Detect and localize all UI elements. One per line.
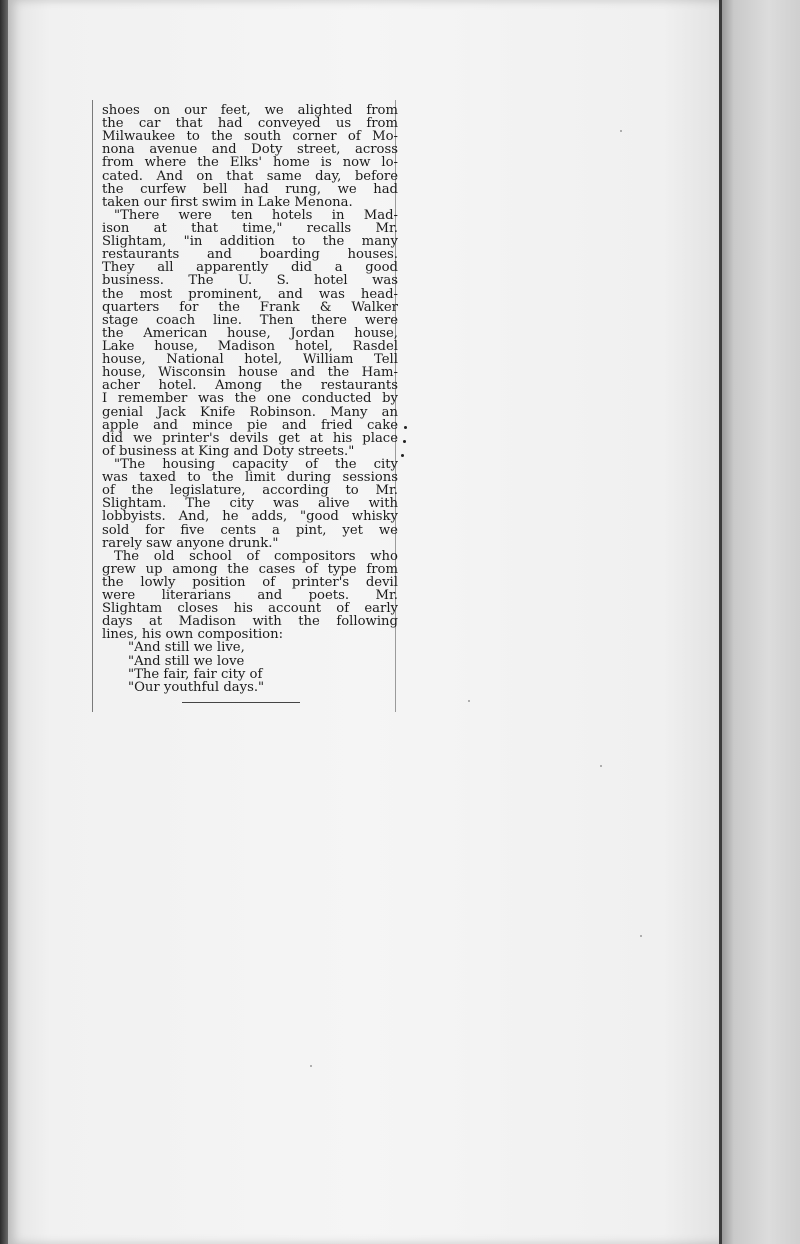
paper-speck bbox=[620, 130, 622, 132]
article-line: The old school of compositors who bbox=[114, 548, 398, 564]
article-line: was taxed to the limit during sessions bbox=[102, 470, 398, 486]
adjacent-page-edge bbox=[722, 0, 800, 1244]
article-line: "There were ten hotels in Mad- bbox=[114, 207, 398, 223]
ink-speck bbox=[403, 440, 406, 443]
article-line: lobbyists. And, he adds, "good whisky bbox=[102, 509, 398, 525]
paper-speck bbox=[310, 1065, 312, 1067]
article-line: grew up among the cases of type from bbox=[102, 561, 398, 577]
poem-line: "Our youthful days." bbox=[128, 679, 265, 695]
paper-speck bbox=[640, 935, 642, 937]
article-line: ison at that time," recalls Mr. bbox=[102, 220, 398, 236]
article-line: They all apparently did a good bbox=[102, 260, 398, 276]
article-line: days at Madison with the following bbox=[102, 614, 398, 630]
article-line: "The housing capacity of the city bbox=[114, 456, 398, 472]
article-line: restaurants and boarding houses. bbox=[102, 247, 398, 263]
ink-speck bbox=[404, 426, 407, 429]
article-line: Slightam. The city was alive with bbox=[102, 496, 398, 512]
ink-speck bbox=[401, 454, 404, 457]
poem-line: "And still we love bbox=[128, 653, 245, 669]
article-line: from where the Elks' home is now lo- bbox=[102, 155, 398, 171]
article-line: house, National hotel, William Tell bbox=[102, 352, 398, 368]
article-line: acher hotel. Among the restaurants bbox=[102, 378, 398, 394]
ink-specks bbox=[400, 420, 420, 470]
article-line: taken our first swim in Lake Menona. bbox=[102, 194, 353, 210]
article-line: of the legislature, according to Mr. bbox=[102, 483, 398, 499]
article-line: house, Wisconsin house and the Ham- bbox=[102, 365, 398, 381]
article-line: genial Jack Knife Robinson. Many an bbox=[102, 404, 398, 420]
article-end-rule bbox=[182, 702, 300, 703]
article-line: Lake house, Madison hotel, Rasdel bbox=[102, 338, 398, 354]
article-line: nona avenue and Doty street, across bbox=[102, 142, 398, 158]
article-line: apple and mince pie and fried cake bbox=[102, 417, 398, 433]
article-line: the car that had conveyed us from bbox=[102, 116, 398, 132]
article-line: shoes on our feet, we alighted from bbox=[102, 103, 398, 118]
article-line: cated. And on that same day, before bbox=[102, 168, 398, 184]
paper-speck bbox=[468, 700, 470, 702]
article-line: business. The U. S. hotel was bbox=[102, 273, 398, 289]
poem-line: "The fair, fair city of bbox=[128, 666, 263, 682]
article-line: sold for five cents a pint, yet we bbox=[102, 522, 398, 538]
article-line: I remember was the one conducted by bbox=[102, 391, 398, 407]
article-line: Slightam, "in addition to the many bbox=[102, 234, 398, 250]
article-line: rarely saw anyone drunk." bbox=[102, 535, 279, 551]
paper-speck bbox=[600, 765, 602, 767]
poem-line: "And still we live, bbox=[128, 640, 245, 656]
article-line: Slightam closes his account of early bbox=[102, 601, 398, 617]
article-line: the lowly position of printer's devil bbox=[102, 574, 398, 590]
article-line: the American house, Jordan house, bbox=[102, 325, 398, 341]
article-line: were literarians and poets. Mr. bbox=[102, 588, 398, 604]
article-line: quarters for the Frank & Walker bbox=[102, 299, 398, 315]
article-line: the most prominent, and was head- bbox=[102, 286, 398, 302]
article-line: stage coach line. Then there were bbox=[102, 312, 398, 328]
article-line: lines, his own composition: bbox=[102, 627, 284, 643]
article-line: the curfew bell had rung, we had bbox=[102, 181, 398, 197]
article-line: did we printer's devils get at his place bbox=[102, 430, 398, 446]
article-line: Milwaukee to the south corner of Mo- bbox=[102, 129, 398, 145]
article-line: of business at King and Doty streets." bbox=[102, 443, 355, 459]
newspaper-article-column bbox=[102, 104, 398, 694]
